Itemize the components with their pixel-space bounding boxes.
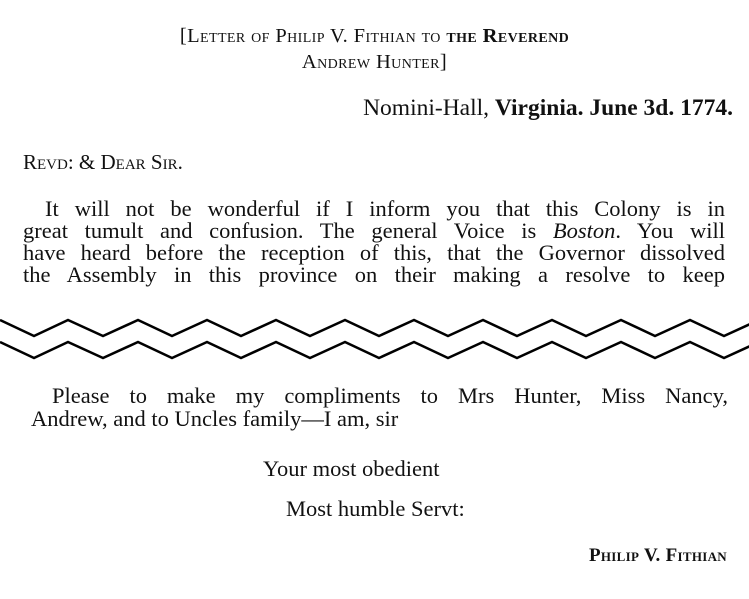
salutation: Revd: & Dear Sir. — [23, 150, 183, 174]
zigzag-divider-icon — [0, 310, 749, 370]
paragraph-1-line-2-tail: . You will — [615, 218, 725, 243]
dateline-place: Nomini-Hall, — [363, 95, 495, 121]
paragraph-1-line-2-text: great tumult and confusion. The general Voice is — [23, 218, 537, 243]
paragraph-2-line-1: Please to make my compliments to Mrs Hunter, Miss Nancy, — [52, 383, 728, 408]
dateline — [363, 97, 733, 121]
boston-italic: Boston — [552, 218, 616, 243]
paragraph-2-line-2: Andrew, and to Uncles family—I am, sir — [31, 406, 399, 431]
zigzag-line-top — [0, 320, 749, 336]
closing-line-2: Most humble Servt: — [286, 496, 465, 521]
paragraph-1-line-4: the Assembly in this province on their making a resolve to keep — [23, 262, 725, 287]
signature: Philip V. Fithian — [588, 545, 727, 566]
zigzag-line-bottom — [0, 342, 749, 358]
letter-heading-line-1 — [0, 26, 749, 47]
paragraph-1-line-1: It will not be wonderful if I inform you that this Colony is in — [45, 196, 725, 221]
closing-line-1: Your most obedient — [263, 456, 440, 481]
dateline-date: Virginia. June 3d. 1774. — [494, 95, 733, 121]
paragraph-1-line-3: have heard before the reception of this, that the Governor dissolved — [23, 240, 725, 265]
heading-text-part-1: [Letter of Philip V. Fithian to — [179, 25, 447, 47]
letter-heading-line-2: Andrew Hunter] — [301, 51, 448, 73]
heading-text-part-2: the Reverend — [446, 25, 570, 47]
